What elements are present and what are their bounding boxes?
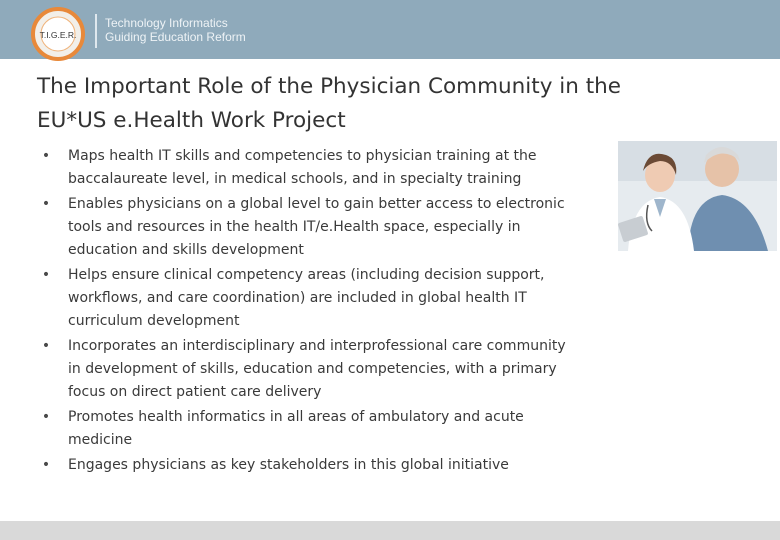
bullet-text-line: Promotes health informatics in all areas of ambulatory and acute <box>68 409 524 425</box>
bullet-item <box>40 193 620 262</box>
bullet-item <box>40 406 620 452</box>
bullet-text-line: Helps ensure clinical competency areas (including decision support, <box>68 267 545 283</box>
bullet-dot: • <box>41 338 51 354</box>
bullet-text-line: education and skills development <box>68 242 304 258</box>
bullet-text-line: Enables physicians on a global level to gain better access to electronic <box>68 196 565 212</box>
header-bar <box>0 0 780 59</box>
tagline-line-2: Guiding Education Reform <box>105 30 246 44</box>
bullet-text-line: Maps health IT skills and competencies to physician training at the <box>68 148 537 164</box>
tiger-logo <box>31 7 85 61</box>
bullet-item <box>40 335 620 404</box>
bullet-dot: • <box>41 267 51 283</box>
bullet-dot: • <box>41 457 51 473</box>
bullet-item <box>40 145 620 191</box>
bullet-text-line: medicine <box>68 432 133 448</box>
bullet-dot: • <box>41 409 51 425</box>
footer-bar <box>0 521 780 540</box>
tagline-line-1: Technology Informatics <box>105 16 228 30</box>
title-line-1: The Important Role of the Physician Community in the <box>37 74 621 99</box>
bullet-text-line: in development of skills, education and competencies, with a primary <box>68 361 557 377</box>
doctor-patient-photo <box>618 141 777 251</box>
bullet-item <box>40 454 620 477</box>
title-line-2: EU*US e.Health Work Project <box>37 108 346 133</box>
bullet-dot: • <box>41 196 51 212</box>
bullet-text-line: workflows, and care coordination) are included in global health IT <box>68 290 527 306</box>
logo-text: T.I.G.E.R. <box>39 30 77 40</box>
bullet-text-line: baccalaureate level, in medical schools, and in specialty training <box>68 171 522 187</box>
bullet-text-line: Engages physicians as key stakeholders in this global initiative <box>68 457 509 473</box>
bullet-list <box>40 145 620 479</box>
header-divider <box>95 14 97 48</box>
slide-title <box>37 70 737 138</box>
bullet-text-line: curriculum development <box>68 313 240 329</box>
bullet-item <box>40 264 620 333</box>
bullet-dot: • <box>41 148 51 164</box>
bullet-text-line: tools and resources in the health IT/e.Health space, especially in <box>68 219 521 235</box>
header-tagline <box>105 16 246 44</box>
bullet-text-line: focus on direct patient care delivery <box>68 384 322 400</box>
bullet-text-line: Incorporates an interdisciplinary and interprofessional care community <box>68 338 566 354</box>
